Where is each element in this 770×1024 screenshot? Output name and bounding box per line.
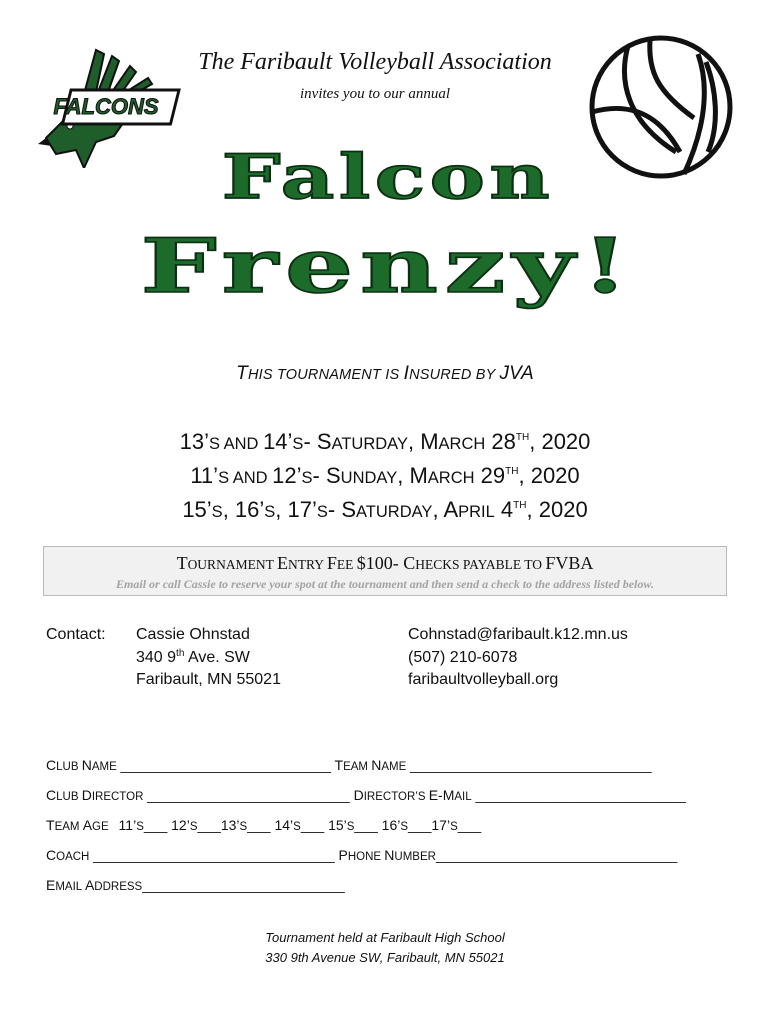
form-row-email (46, 877, 746, 907)
contact-address (136, 624, 281, 692)
form-row-team-age (46, 817, 746, 847)
registration-form (46, 757, 746, 907)
venue-address: 330 9th Avenue SW, Faribault, MN 55021 (265, 950, 505, 965)
venue-footer (0, 928, 770, 968)
club-name-field[interactable]: CLUB NAME ___________________________ (46, 757, 335, 773)
contact-street: 340 9th Ave. SW (136, 647, 250, 666)
title-line-falcon: Falcon (221, 142, 555, 214)
age-option-11[interactable]: 11’S___ (118, 817, 168, 833)
age-option-16[interactable]: 16’S___ (381, 817, 432, 833)
email-address-field[interactable]: EMAIL ADDRESS__________________________ (46, 877, 345, 893)
age-option-15[interactable]: 15’S___ (328, 817, 378, 833)
date-line: 15’S, 16’S, 17’S- SATURDAY, APRIL 4TH, 2020 (182, 497, 588, 522)
title-line-frenzy: Frenzy! (140, 221, 636, 310)
form-row-director (46, 787, 746, 817)
contact-name: Cassie Ohnstad (136, 626, 250, 643)
director-email-field[interactable]: DIRECTOR’S E-MAIL ___________________________ (353, 787, 686, 803)
contact-city: Faribault, MN 55021 (136, 671, 281, 688)
contact-email-link[interactable]: Cohnstad@faribault.k12.mn.us (408, 626, 628, 643)
contact-info (408, 624, 628, 692)
entry-fee-note: Email or call Cassie to reserve your spot at the tournament and then send a check to the address listed below. (116, 577, 654, 591)
org-title: The Faribault Volleyball Association (198, 49, 552, 75)
contact-phone: (507) 210-6078 (408, 648, 518, 666)
event-title (70, 132, 720, 322)
falcon-wing-feathers (84, 50, 152, 94)
club-director-field[interactable]: CLUB DIRECTOR __________________________ (46, 787, 354, 803)
date-line: 11’S AND 12’S- SUNDAY, MARCH 29TH, 2020 (190, 463, 580, 488)
falcons-logo-text: FALCONS (53, 94, 159, 119)
entry-fee-title: TOURNAMENT ENTRY FEE $100- CHECKS PAYABLE TO FVBA (176, 553, 594, 573)
age-option-12[interactable]: 12’S___ (171, 817, 221, 833)
phone-number-field[interactable]: PHONE NUMBER_______________________________ (338, 847, 678, 863)
contact-website-link[interactable]: faribaultvolleyball.org (408, 671, 559, 688)
age-option-14[interactable]: 14’S___ (274, 817, 325, 833)
form-row-club (46, 757, 746, 787)
form-row-coach (46, 847, 746, 877)
age-option-13[interactable]: 13’S___ (220, 817, 271, 833)
team-name-field[interactable]: TEAM NAME _______________________________ (334, 757, 652, 773)
age-option-17[interactable]: 17’S___ (431, 817, 482, 833)
coach-field[interactable]: COACH _______________________________ (46, 847, 339, 863)
entry-fee-box (43, 546, 727, 596)
invite-line: invites you to our annual (300, 86, 450, 102)
venue-name: Tournament held at Faribault High School (265, 930, 505, 945)
date-line: 13’S AND 14’S- SATURDAY, MARCH 28TH, 2020 (179, 429, 591, 454)
contact-label: Contact: (46, 626, 106, 643)
tournament-dates (0, 426, 770, 528)
team-age-label: TEAM AGE (46, 817, 109, 833)
insured-notice: THIS TOURNAMENT IS INSURED BY JVA (236, 363, 534, 384)
